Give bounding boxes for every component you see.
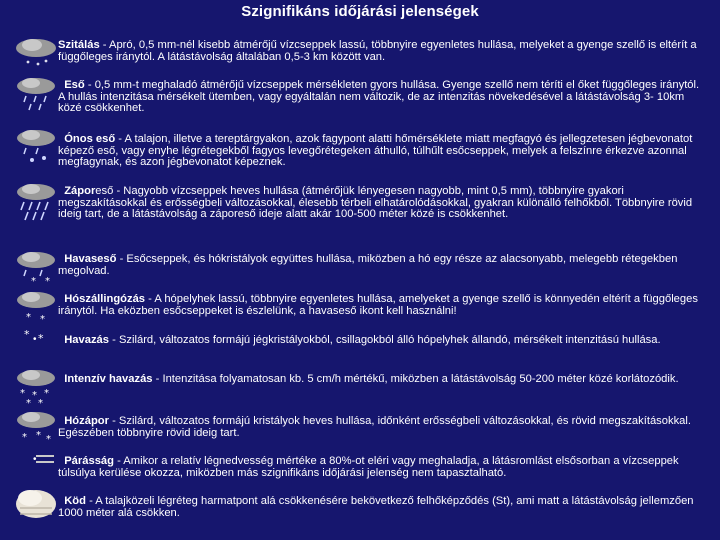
entry-description: - Esőcseppek, és hókristályok együttes hullása, miközben a hó egy része az alacsonyabb, melegebb rétegekben megolvad.: [58, 253, 678, 277]
svg-text:*: *: [20, 388, 25, 399]
svg-text:*: *: [45, 276, 50, 287]
svg-text:*: *: [38, 332, 44, 345]
entry-term: Intenzív havazás: [64, 373, 153, 385]
svg-text:*: *: [26, 398, 31, 408]
svg-text:*: *: [40, 314, 45, 325]
freezing-rain-icon: [14, 128, 58, 168]
entry-description: - Intenzitása folyamatosan kb. 5 cm/h mértékű, miközben a látástávolság 50-200 méter közé korlátozódik.: [152, 373, 679, 385]
entry-term: Ónos eső: [64, 133, 116, 145]
svg-text:*: *: [24, 328, 30, 341]
svg-text:*: *: [46, 434, 51, 445]
entry-term: Szitálás: [58, 39, 100, 51]
entry-description: - Amikor a relatív légnedvesség mértéke a 80%-ot eléri vagy meghaladja, a látásromlást elsősorban a vízcseppek túlsúlya kerülése okozza, miközben más szignifikáns időjárási jelenség nem tapasztalható.: [58, 455, 679, 479]
entry-term: Havaseső: [64, 253, 117, 265]
svg-text:*: *: [22, 432, 27, 443]
bullet-icon: •: [33, 454, 37, 465]
entry-term: Köd: [64, 495, 86, 507]
fog-icon: [14, 486, 58, 526]
svg-text:*: *: [38, 398, 43, 408]
mist-icon: [14, 450, 58, 490]
entry-description: eső - Nagyobb vízcseppek heves hullása (átmérőjük lényegesen nagyobb, mint 0,5 mm), többnyire gyakori megszakításokkal és erősségbeli változásokkal, élesebb térbeli elhatárolódásokkal, gyakran különálló felhőkből. Többnyire rövid ideig tart, de a látástávolság a záporeső ideje alatt akár 100-500 méter közé is csökkenhet.: [58, 185, 693, 220]
snow-icon: [14, 324, 58, 364]
svg-text:*: *: [36, 430, 41, 441]
entry-term: Eső: [64, 79, 85, 91]
entry-term: Párásság: [64, 455, 114, 467]
entry-term: Hószállingózás: [64, 293, 146, 305]
svg-text:*: *: [26, 312, 31, 323]
svg-text:*: *: [32, 390, 37, 401]
page-title: Szignifikáns időjárási jelenségek: [241, 3, 479, 20]
svg-text:*: *: [31, 276, 36, 287]
heavy-snow-icon: [14, 368, 58, 408]
entry-description: - Szilárd, változatos formájú kristályok heves hullása, időnként erősségbeli változásokkal, és rövid megszakításokkal. Egészében többnyire rövid ideig tart.: [58, 415, 691, 439]
shower-icon: [14, 182, 58, 222]
entry-description: - A talajközeli légréteg harmatpont alá csökkenésére bekövetkező felhőképződés (St), ami matt a látástávolság jellemzően 1000 méter alá csökken.: [58, 495, 694, 519]
entry-description: - 0,5 mm-t meghaladó átmérőjű vízcseppek mérsékleten gyors hullása. Gyenge szellő nem téríti el őket függőleges iránytól. A hullás intenzitása mérsékelt ütemben, vagy egyáltalán nem változik, de az intenzitás növekedésével a látástávolság 3- 10km közé csökkenhet.: [58, 79, 700, 114]
rain-icon: [14, 76, 58, 116]
entry-term: Havazás: [64, 334, 110, 346]
snow-shower-icon: [14, 410, 58, 450]
entry-description: - Apró, 0,5 mm-nél kisebb átmérőjű vízcseppek lassú, többnyire egyenletes hullása, melyeket a gyenge szellő is eltérít a függőleges iránytól. A látástávolság általában 0,5-3 km között van.: [58, 39, 697, 63]
entry-term: Zápor: [64, 185, 96, 197]
bullet-icon: •: [33, 334, 37, 345]
entry-description: - A hópelyhek lassú, többnyire egyenletes hullása, amelyeket a gyenge szellő is könnyedén eltérít a függőleges iránytól. Ha eközben esőcseppeket is észlelünk, a havaseső ikont kell használni!: [58, 293, 698, 317]
drizzle-icon: [14, 36, 58, 76]
svg-text:*: *: [44, 388, 49, 399]
sleet-icon: [14, 250, 58, 290]
entry-description: - A talajon, illetve a tereptárgyakon, azok fagypont alatti hőmérséklete miatt megfagyó és jellegzetesen jégbevonatot képező eső, vagy enyhe légrétegekből fagyos levegőrétegeken áthulló, túlhűlt esőcseppek, melyek a felszínre érkezve azonnal megfagynak, és azon jégbevonatot képeznek.: [58, 133, 693, 168]
entry-description: - Szilárd, változatos formájú jégkristályokból, csillagokból álló hópelyhek állandó, mérsékelt intenzitású hullása.: [109, 334, 661, 346]
entry-term: Hózápor: [64, 415, 109, 427]
